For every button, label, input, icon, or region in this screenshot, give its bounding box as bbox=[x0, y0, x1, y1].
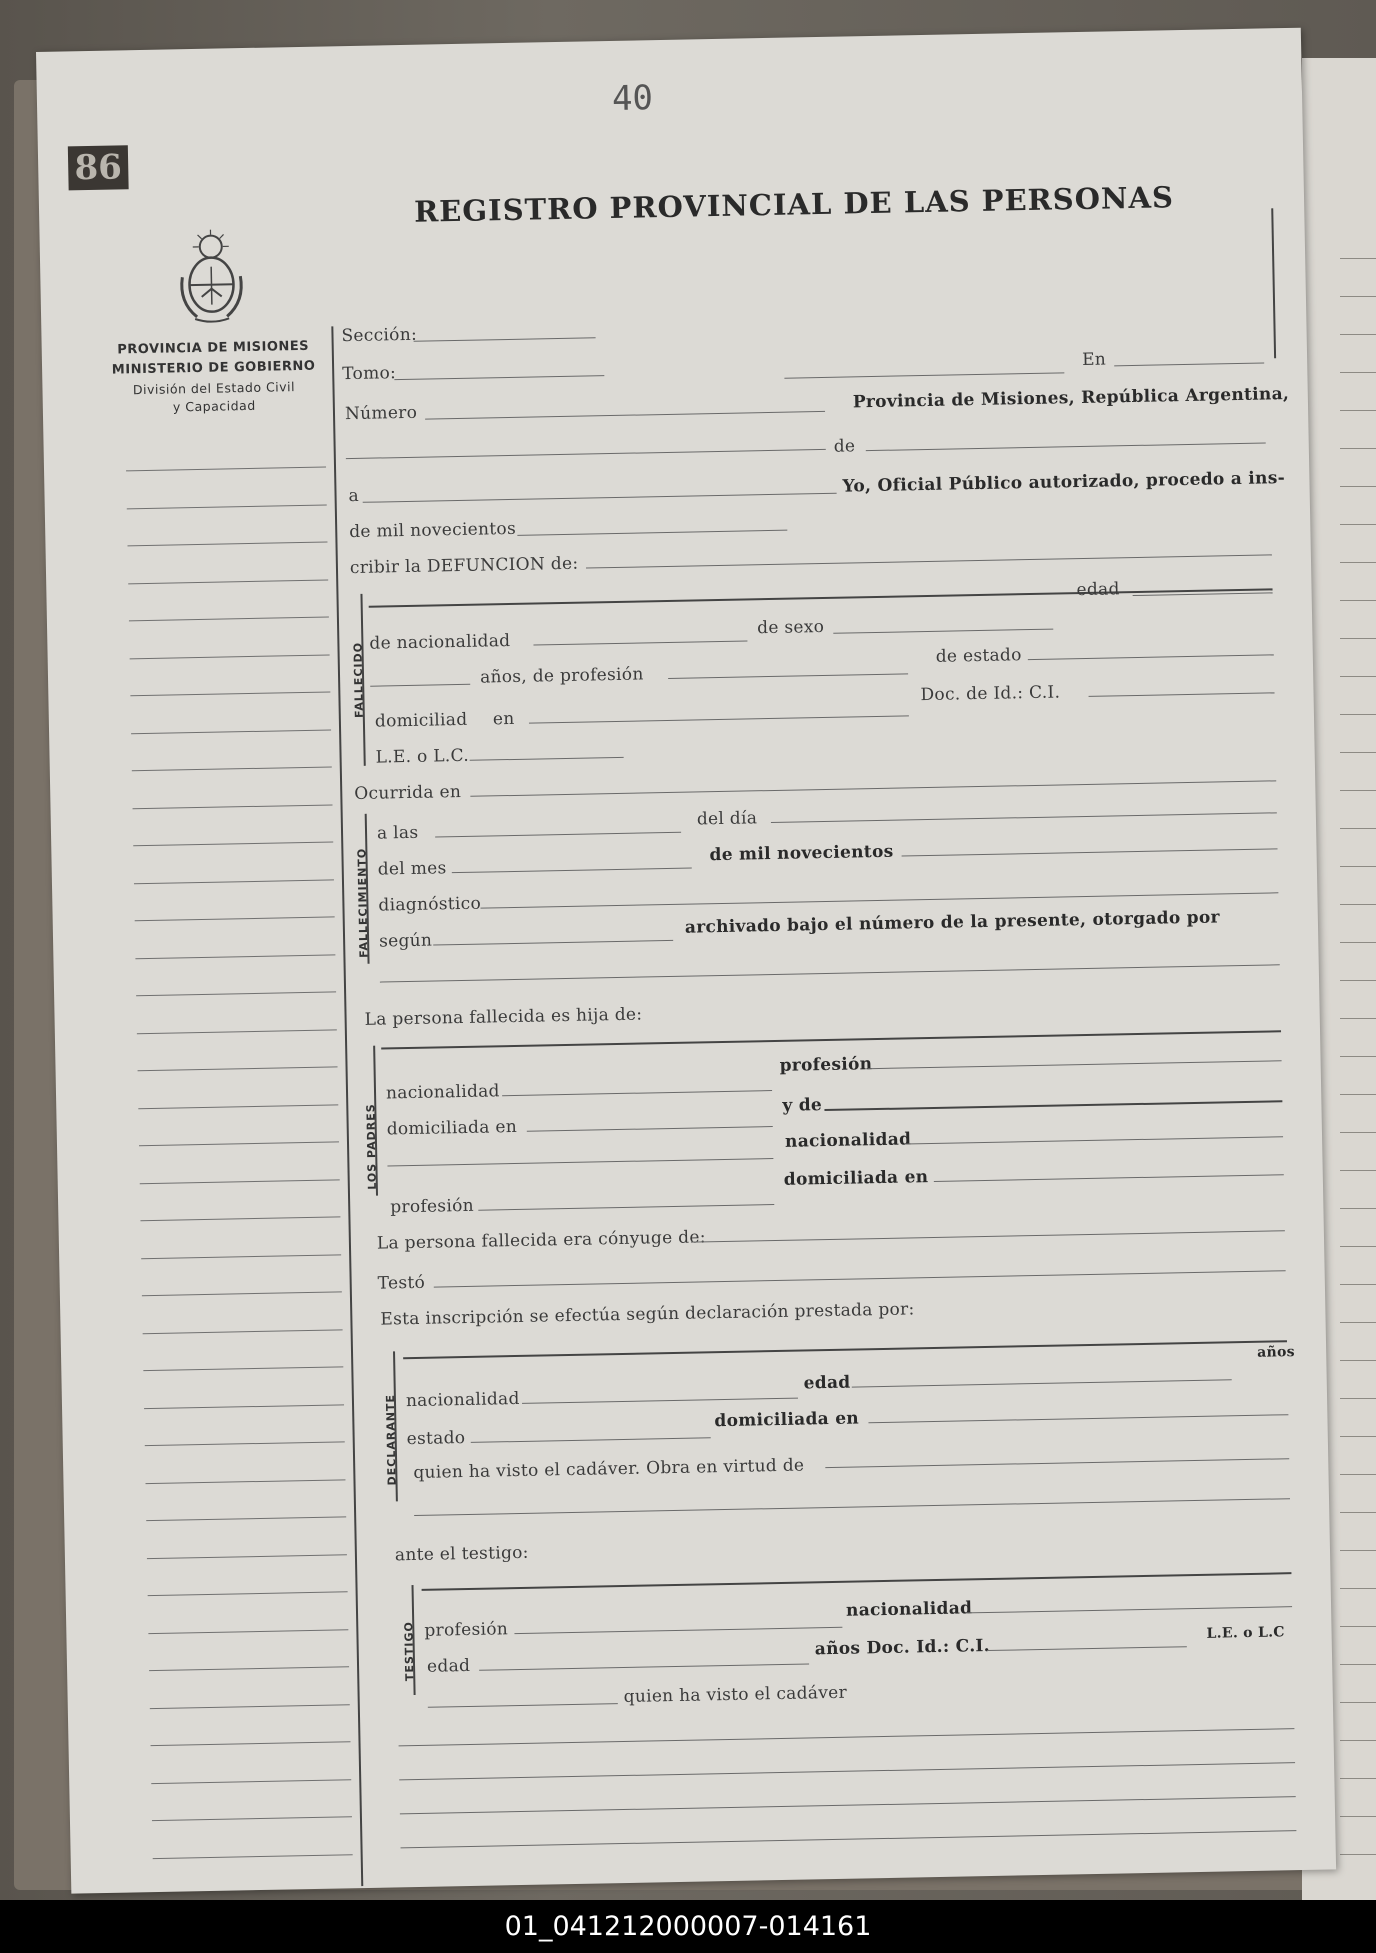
adjacent-rule bbox=[1340, 904, 1376, 905]
fallecido-name-line bbox=[369, 588, 1273, 607]
ocurrida-line bbox=[470, 780, 1276, 796]
label-en: En bbox=[1081, 349, 1107, 370]
test-edad-line bbox=[479, 1663, 809, 1670]
margin-rule bbox=[129, 616, 329, 621]
margin-rule bbox=[139, 1141, 339, 1146]
decl-domiciliada-line bbox=[868, 1414, 1288, 1423]
decl-cadaver-line bbox=[825, 1458, 1289, 1468]
margin-rule bbox=[152, 1816, 352, 1821]
fallecimiento-label: FALLECIMIENTO bbox=[355, 847, 371, 958]
label-testo: Testó bbox=[377, 1272, 426, 1294]
adjacent-rule bbox=[1340, 1626, 1376, 1627]
label-test-edad: edad bbox=[426, 1655, 471, 1677]
de-mil-line bbox=[517, 530, 787, 536]
adjacent-rule bbox=[1340, 638, 1376, 639]
label-a-las: a las bbox=[376, 822, 419, 844]
label-archivado: archivado bajo el número de la presente, otorgado por bbox=[684, 907, 1220, 938]
adjacent-rule bbox=[1340, 334, 1376, 335]
margin-rule bbox=[128, 579, 328, 584]
adjacent-rule bbox=[1340, 1170, 1376, 1171]
decl-nacionalidad-line bbox=[522, 1398, 798, 1404]
adjacent-rule bbox=[1340, 562, 1376, 563]
anos-line bbox=[370, 684, 470, 687]
adjacent-rule bbox=[1340, 942, 1376, 943]
del-mes-line bbox=[452, 868, 692, 874]
seccion-line bbox=[414, 337, 596, 341]
label-mil-novecientos: de mil novecientos bbox=[709, 841, 894, 866]
label-nacionalidad: de nacionalidad bbox=[369, 631, 511, 654]
adjacent-rule bbox=[1340, 1208, 1376, 1209]
conyuge-line bbox=[691, 1230, 1285, 1242]
adjacent-rule bbox=[1340, 1740, 1376, 1741]
folio-number: 40 bbox=[611, 78, 654, 119]
margin-rule bbox=[145, 1479, 345, 1484]
adjacent-rule bbox=[1340, 1816, 1376, 1817]
adjacent-rule bbox=[1340, 1056, 1376, 1057]
label-provincia: Provincia de Misiones, República Argentina, bbox=[852, 384, 1290, 413]
label-seccion: Sección: bbox=[341, 324, 418, 347]
label-conyuge: La persona fallecida era cónyuge de: bbox=[376, 1227, 706, 1254]
adjacent-rule bbox=[1340, 600, 1376, 601]
fallecido-label: FALLECIDO bbox=[351, 641, 366, 719]
adjacent-rule bbox=[1340, 1094, 1376, 1095]
label-a: a bbox=[348, 485, 360, 507]
adjacent-rule bbox=[1340, 1854, 1376, 1855]
adjacent-rule bbox=[1340, 1436, 1376, 1437]
label-diagnostico: diagnóstico bbox=[378, 893, 482, 916]
label-cribir: cribir la DEFUNCION de: bbox=[349, 553, 579, 579]
profesion-line bbox=[668, 673, 908, 679]
adjacent-rule bbox=[1340, 1284, 1376, 1285]
label-test-le-lc: L.E. o L.C bbox=[1206, 1624, 1285, 1642]
adjacent-rule bbox=[1340, 1664, 1376, 1665]
margin-rule bbox=[147, 1554, 347, 1559]
domiciliada1-line bbox=[527, 1126, 773, 1132]
en-line bbox=[1114, 362, 1264, 366]
adjacent-rule bbox=[1340, 1588, 1376, 1589]
adjacent-rule bbox=[1340, 448, 1376, 449]
adjacent-rule bbox=[1340, 752, 1376, 753]
a-line bbox=[363, 493, 837, 503]
label-hija-de: La persona fallecida es hija de: bbox=[364, 1004, 643, 1030]
margin-rule bbox=[143, 1366, 343, 1371]
doc-line bbox=[1089, 692, 1275, 697]
adjacent-rule bbox=[1340, 1132, 1376, 1133]
label-decl-nacionalidad: nacionalidad bbox=[405, 1388, 520, 1412]
adjacent-rule bbox=[1340, 1246, 1376, 1247]
margin-rule bbox=[127, 504, 327, 509]
label-nacionalidad1: nacionalidad bbox=[385, 1081, 500, 1104]
adjacent-rule bbox=[1340, 1398, 1376, 1399]
adjacent-rule bbox=[1340, 410, 1376, 411]
nacionalidad2-line bbox=[905, 1136, 1283, 1144]
label-numero: Número bbox=[344, 402, 418, 425]
label-de: de bbox=[833, 436, 856, 457]
madre-name-line bbox=[824, 1100, 1282, 1111]
adjacent-rule bbox=[1340, 1778, 1376, 1779]
sexo-line bbox=[833, 629, 1053, 634]
margin-rule bbox=[143, 1329, 343, 1334]
label-profesion2: profesión bbox=[390, 1195, 475, 1218]
margin-rule bbox=[138, 1104, 338, 1109]
register-page bbox=[36, 28, 1336, 1894]
adjacent-rule bbox=[1340, 1360, 1376, 1361]
adjacent-rule bbox=[1340, 866, 1376, 867]
margin-rule bbox=[151, 1779, 351, 1784]
tomo-line bbox=[394, 375, 604, 380]
label-edad: edad bbox=[1076, 579, 1120, 601]
label-en-dom: en bbox=[492, 708, 515, 730]
margin-rule bbox=[150, 1704, 350, 1709]
adjacent-rule bbox=[1340, 1512, 1376, 1513]
label-le-lc: L.E. o L.C. bbox=[375, 745, 470, 768]
adjacent-rule bbox=[1340, 372, 1376, 373]
archivado-line bbox=[380, 964, 1280, 982]
adjacent-rule bbox=[1340, 486, 1376, 487]
decl-edad-line bbox=[852, 1379, 1232, 1387]
domiciliada2-line bbox=[934, 1174, 1284, 1182]
label-nacionalidad2: nacionalidad bbox=[784, 1129, 912, 1152]
margin-rule bbox=[140, 1179, 340, 1184]
padres-label: LOS PADRES bbox=[364, 1103, 379, 1190]
margin-rule bbox=[145, 1441, 345, 1446]
adjacent-rule bbox=[1340, 980, 1376, 981]
label-estado: de estado bbox=[935, 645, 1022, 667]
coat-of-arms-icon bbox=[175, 226, 247, 327]
label-test-anos-doc: años Doc. Id.: C.I. bbox=[814, 1635, 991, 1660]
label-ante-testigo: ante el testigo: bbox=[394, 1542, 529, 1566]
adjacent-rule bbox=[1340, 1474, 1376, 1475]
nacionalidad-line bbox=[533, 640, 747, 645]
margin-rule bbox=[127, 541, 327, 546]
margin-rule bbox=[149, 1666, 349, 1671]
label-inscripcion: Esta inscripción se efectúa según declaración prestada por: bbox=[380, 1299, 915, 1330]
label-decl-estado: estado bbox=[406, 1428, 466, 1450]
test-nacionalidad-line bbox=[966, 1606, 1292, 1613]
adjacent-rule bbox=[1340, 1702, 1376, 1703]
diagnostico-line bbox=[481, 892, 1279, 908]
edad-line bbox=[1133, 592, 1273, 596]
adjacent-rule bbox=[1340, 828, 1376, 829]
test-cadaver-blank bbox=[428, 1703, 618, 1708]
cribir-line bbox=[586, 554, 1272, 568]
adjacent-rule bbox=[1340, 1322, 1376, 1323]
margin-rule bbox=[148, 1629, 348, 1634]
adjacent-rule bbox=[1340, 790, 1376, 791]
label-anos: años bbox=[1257, 1344, 1296, 1361]
label-del-dia: del día bbox=[696, 808, 758, 830]
adjacent-rule bbox=[1340, 714, 1376, 715]
del-dia-line bbox=[771, 812, 1277, 823]
estado-line bbox=[1028, 654, 1274, 660]
margin-rule bbox=[141, 1254, 341, 1259]
blank-rule bbox=[401, 1830, 1297, 1848]
declarante-label: DECLARANTE bbox=[383, 1393, 399, 1486]
label-del-mes: del mes bbox=[377, 858, 447, 880]
a-las-line bbox=[435, 832, 681, 838]
domicilio-line bbox=[529, 715, 909, 723]
label-test-cadaver: quien ha visto el cadáver bbox=[623, 1682, 848, 1708]
adjacent-rule bbox=[1340, 1550, 1376, 1551]
margin-rule bbox=[146, 1516, 346, 1521]
margin-rule bbox=[144, 1404, 344, 1409]
label-test-profesion: profesión bbox=[424, 1619, 509, 1641]
label-y-de: y de bbox=[782, 1095, 823, 1116]
label-decl-domiciliada: domiciliada en bbox=[714, 1408, 860, 1432]
margin-rule bbox=[131, 729, 331, 734]
tomo-line2 bbox=[784, 372, 1064, 378]
margin-rule bbox=[126, 467, 326, 472]
label-test-nacionalidad: nacionalidad bbox=[845, 1598, 973, 1621]
page-title: REGISTRO PROVINCIAL DE LAS PERSONAS bbox=[413, 180, 1175, 229]
de-line bbox=[866, 442, 1266, 451]
blank-rule bbox=[399, 1762, 1295, 1780]
image-caption: 01_041212000007-014161 bbox=[0, 1900, 1376, 1953]
declarante-name-line bbox=[403, 1340, 1287, 1359]
label-de-mil: de mil novecientos bbox=[349, 518, 517, 543]
margin-rule bbox=[132, 766, 332, 771]
label-doc: Doc. de Id.: C.I. bbox=[920, 682, 1061, 706]
nacionalidad1-line bbox=[502, 1090, 772, 1096]
header-division: División del Estado Civil bbox=[132, 379, 296, 398]
margin-rule bbox=[153, 1854, 353, 1859]
adjacent-rule bbox=[1340, 1018, 1376, 1019]
margin-rule bbox=[133, 804, 333, 809]
header-ministry: MINISTERIO DE GOBIERNO bbox=[111, 358, 316, 378]
stamp-number: 86 bbox=[68, 145, 129, 190]
decl-estado-line bbox=[471, 1437, 711, 1443]
margin-rule bbox=[142, 1291, 342, 1296]
padre-name-line bbox=[381, 1030, 1281, 1049]
label-profesion1: profesión bbox=[779, 1054, 873, 1076]
label-yo-oficial: Yo, Oficial Público autorizado, procedo a ins- bbox=[842, 468, 1286, 497]
margin-rule bbox=[136, 991, 336, 996]
right-border bbox=[1271, 208, 1276, 358]
label-sexo: de sexo bbox=[757, 616, 825, 639]
adjacent-rule bbox=[1340, 258, 1376, 259]
margin-rule bbox=[140, 1216, 340, 1221]
profesion2-line bbox=[478, 1204, 774, 1211]
le-lc-line bbox=[470, 757, 624, 761]
test-doc-line bbox=[987, 1646, 1187, 1651]
header-capacity: y Capacidad bbox=[172, 397, 256, 415]
line-a1 bbox=[346, 449, 826, 459]
label-decl-edad: edad bbox=[803, 1372, 851, 1394]
label-segun: según bbox=[378, 930, 433, 952]
label-domiciliad: domiciliad bbox=[374, 709, 468, 732]
header-province: PROVINCIA DE MISIONES bbox=[117, 338, 310, 358]
label-domiciliada1: domiciliada en bbox=[386, 1116, 518, 1140]
label-ocurrida: Ocurrida en bbox=[354, 781, 462, 805]
adjacent-rule bbox=[1340, 296, 1376, 297]
label-decl-cadaver: quien ha visto el cadáver. Obra en virtud de bbox=[413, 1455, 805, 1484]
profesion1-line bbox=[868, 1060, 1282, 1069]
testo-line bbox=[434, 1270, 1286, 1287]
adjacent-rule bbox=[1340, 524, 1376, 525]
margin-rule bbox=[130, 691, 330, 696]
numero-line bbox=[425, 411, 825, 420]
testigo-name-line bbox=[422, 1572, 1292, 1591]
label-anos-profesion: años, de profesión bbox=[479, 664, 644, 688]
adjacent-rule bbox=[1340, 676, 1376, 677]
margin-rule bbox=[138, 1066, 338, 1071]
label-tomo: Tomo: bbox=[342, 363, 397, 385]
margin-rule bbox=[135, 916, 335, 921]
margin-rule bbox=[135, 954, 335, 959]
margin-rule bbox=[134, 879, 334, 884]
testigo-label: TESTIGO bbox=[402, 1621, 417, 1682]
margin-rule bbox=[151, 1741, 351, 1746]
padres-line3 bbox=[387, 1158, 773, 1166]
segun-line bbox=[433, 940, 673, 946]
margin-rule bbox=[130, 654, 330, 659]
blank-rule bbox=[399, 1728, 1295, 1746]
margin-rule bbox=[137, 1029, 337, 1034]
decl-line5 bbox=[414, 1498, 1290, 1516]
mil-novecientos-line bbox=[902, 848, 1278, 856]
margin-rule bbox=[148, 1591, 348, 1596]
label-domiciliada2: domiciliada en bbox=[783, 1167, 929, 1190]
blank-rule bbox=[400, 1796, 1296, 1814]
test-profesion-line bbox=[514, 1627, 842, 1634]
margin-rule bbox=[133, 841, 333, 846]
